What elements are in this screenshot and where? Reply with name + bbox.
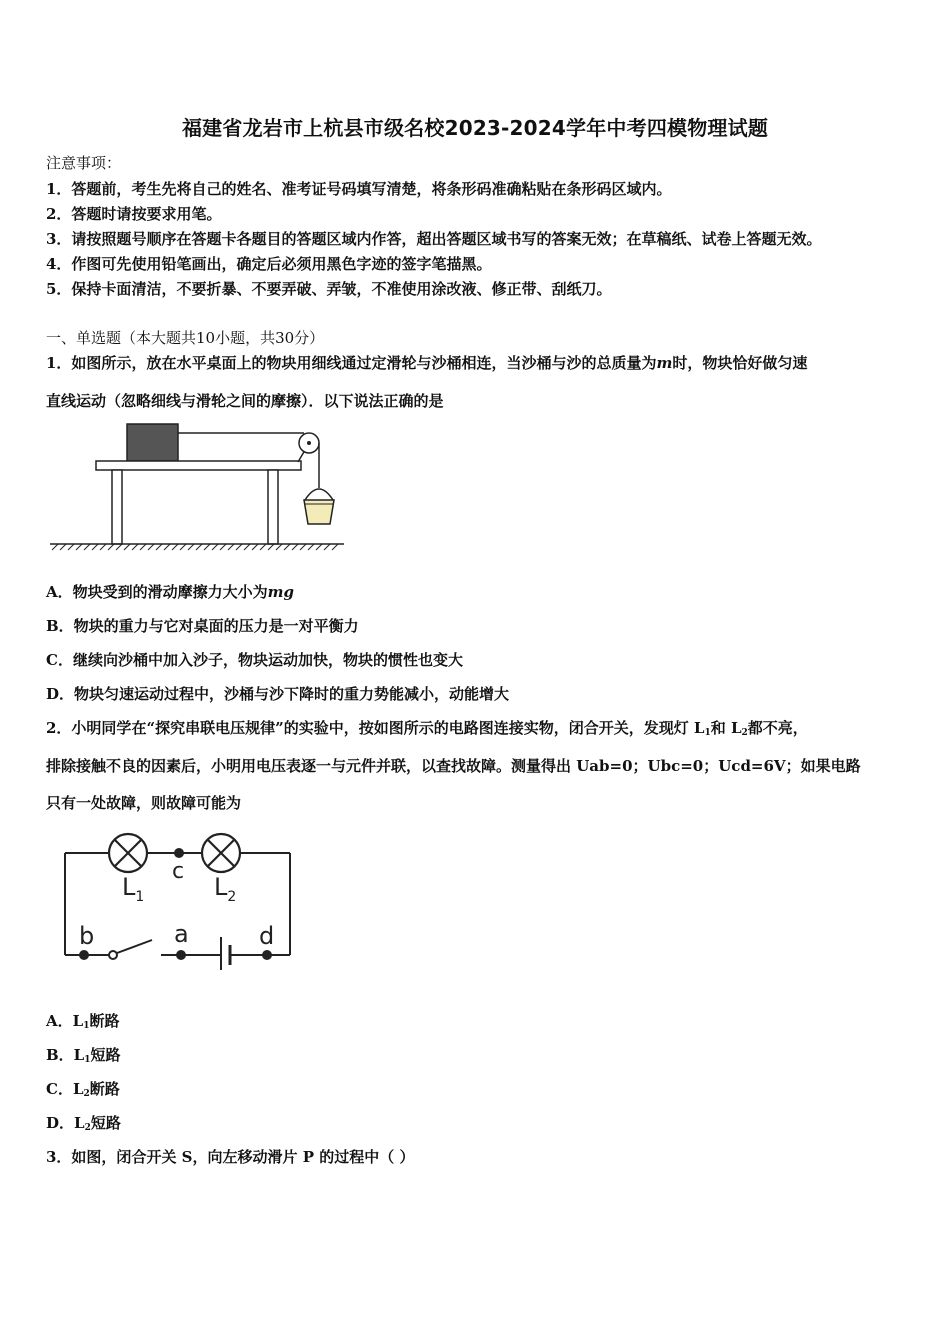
lamp-l1 [109, 834, 147, 872]
q1-stem-line1 [46, 352, 807, 373]
q3-stem-line1: 3．如图，闭合开关 S，向左移动滑片 P 的过程中（ ） [46, 1148, 415, 1166]
q2-option-a-suffix: 断路 [89, 1012, 120, 1030]
node-c [174, 848, 184, 858]
q2-stem-part1: 2．小明同学在“探究串联电压规律”的实验中，按如图所示的电路图连接实物，闭合开关，发现灯 L [46, 719, 705, 737]
q1-stem-line2: 直线运动（忽略细线与滑轮之间的摩擦）．以下说法正确的是 [46, 392, 444, 410]
label-l2: $L_2$ [214, 873, 237, 905]
label-c: c [172, 859, 185, 884]
q1-stem-end: 时，物块恰好做匀速 [672, 354, 808, 372]
label-d: d [259, 922, 275, 950]
notice-heading: 注意事项： [46, 154, 122, 172]
notice-item-2: 2．答题时请按要求用笔。 [46, 205, 222, 223]
q2-option-d [46, 1112, 121, 1133]
q2-option-b-prefix: B．L [46, 1046, 85, 1064]
q2-option-c [46, 1078, 120, 1099]
q2-sub-1: 1 [704, 728, 711, 738]
battery [221, 937, 230, 970]
q2-option-d-prefix: D．L [46, 1114, 85, 1132]
notice-item-3: 3．请按照题号顺序在答题卡各题目的答题区域内作答，超出答题区域书写的答案无效；在草稿纸、试卷上答题无效。 [46, 230, 822, 248]
q2-option-b [46, 1044, 121, 1065]
block [127, 424, 178, 461]
q2-stem-part3: 都不亮， [747, 719, 808, 737]
q2-stem-line3: 只有一处故障，则故障可能为 [46, 794, 242, 812]
q2-option-c-prefix: C．L [46, 1080, 84, 1098]
q2-sub-2: 2 [741, 728, 748, 738]
label-b: b [79, 922, 95, 950]
bucket-handle [305, 489, 333, 500]
q1-figure [46, 418, 351, 556]
table-leg-right [268, 470, 278, 544]
q2-option-d-sub: 2 [84, 1123, 91, 1133]
q1-option-a [46, 581, 294, 602]
q2-option-b-suffix: 短路 [90, 1046, 121, 1064]
q1-option-d: D．物块匀速运动过程中，沙桶与沙下降时的重力势能减小，动能增大 [46, 685, 510, 703]
q2-circuit-figure [56, 830, 301, 970]
q2-option-a-prefix: A．L [46, 1012, 84, 1030]
table-leg-left [112, 470, 122, 544]
q1-option-c: C．继续向沙桶中加入沙子，物块运动加快，物块的惯性也变大 [46, 651, 463, 669]
q1-option-a-var: mg [267, 583, 295, 601]
q2-option-c-sub: 2 [83, 1089, 90, 1099]
node-d [262, 950, 272, 960]
q1-stem-text: 1．如图所示，放在水平桌面上的物块用细线通过定滑轮与沙桶相连，当沙桶与沙的总质量为 [46, 354, 657, 372]
ground-hatching [52, 544, 338, 550]
table-top [96, 461, 301, 470]
notice-item-1: 1．答题前，考生先将自己的姓名、准考证号码填写清楚，将条形码准确粘贴在条形码区域内。 [46, 180, 672, 198]
q1-option-a-text: A．物块受到的滑动摩擦力大小为 [46, 583, 268, 601]
label-a: a [174, 920, 189, 948]
switch [109, 940, 152, 959]
q2-option-a [46, 1010, 119, 1031]
node-b [79, 950, 89, 960]
q2-option-c-suffix: 断路 [89, 1080, 120, 1098]
q2-option-d-suffix: 短路 [90, 1114, 121, 1132]
lamp-l2 [202, 834, 240, 872]
q1-var-m: m [656, 354, 673, 372]
section-heading: 一、单选题（本大题共10小题，共30分） [46, 329, 325, 347]
q1-option-b: B．物块的重力与它对桌面的压力是一对平衡力 [46, 617, 359, 635]
q2-option-a-sub: 1 [83, 1021, 90, 1031]
notice-item-4: 4．作图可先使用铅笔画出，确定后必须用黑色字迹的签字笔描黑。 [46, 255, 492, 273]
q2-stem-line1 [46, 717, 808, 738]
node-a [176, 950, 186, 960]
q2-stem-part2: 和 L [710, 719, 742, 737]
page-title: 福建省龙岩市上杭县市级名校2023-2024学年中考四模物理试题 [181, 116, 769, 140]
q2-option-b-sub: 1 [84, 1055, 91, 1065]
q2-stem-line2: 排除接触不良的因素后，小明用电压表逐一与元件并联，以查找故障。测量得出 Uab=0；Ubc=0；Ucd=6V；如果电路 [46, 757, 861, 775]
notice-item-5: 5．保持卡面清洁，不要折暴、不要弄破、弄皱，不准使用涂改液、修正带、刮纸刀。 [46, 280, 612, 298]
label-l1: $L_1$ [122, 873, 145, 905]
